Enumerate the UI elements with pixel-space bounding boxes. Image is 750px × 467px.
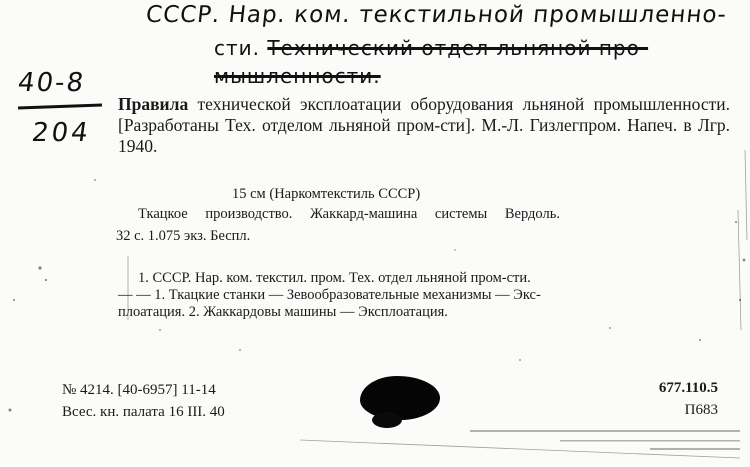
shelf-number-top: 40-8 [15, 68, 88, 98]
collation-line: 15 см (Наркомтекстиль СССР) [232, 186, 421, 202]
tracing-line-3: плоатация. 2. Жаккардовы машины — Эксплоатация. [118, 304, 448, 320]
handwritten-heading-continuation [214, 36, 648, 60]
pages-line: 32 с. 1.075 экз. Беспл. [116, 228, 251, 244]
tracing-line-1: 1. СССР. Нар. ком. текстил. пром. Тех. отдел льняной пром-сти. [138, 270, 531, 286]
handwritten-heading: СССР. Нар. ком. текстильной промышленно- [144, 2, 729, 28]
struck-heading-text-end: мышленности. [214, 64, 381, 88]
title-text: технической эксплоатации оборудования льняной промышленности. [Разработаны Тех. отделом льняной пром-сти]. М.-Л. Гизлегпром. Напеч. в Лгр. 1940. [118, 94, 730, 156]
shelf-number-bottom: 204 [29, 118, 93, 148]
ink-blot [360, 376, 440, 420]
bureau-stamp: Всес. кн. палата 16 III. 40 [62, 404, 225, 420]
tracing-line-2: — — 1. Ткацкие станки — Зевообразовательные механизмы — Экс- [118, 287, 541, 303]
udc-classification: 677.110.5 [658, 380, 718, 396]
title-lead-word: Правила [118, 94, 189, 114]
bibliographic-title [118, 94, 730, 157]
ink-blot-drip [372, 412, 402, 428]
struck-heading-text: Технический отдел льняной про- [267, 36, 649, 60]
handwritten-prefix: сти. [214, 36, 268, 60]
series-line: Ткацкое производство. Жаккард-машина системы Вердоль. [138, 206, 560, 222]
card-number: № 4214. [40-6957] 11-14 [62, 382, 216, 398]
shelf-code: П683 [684, 402, 718, 418]
